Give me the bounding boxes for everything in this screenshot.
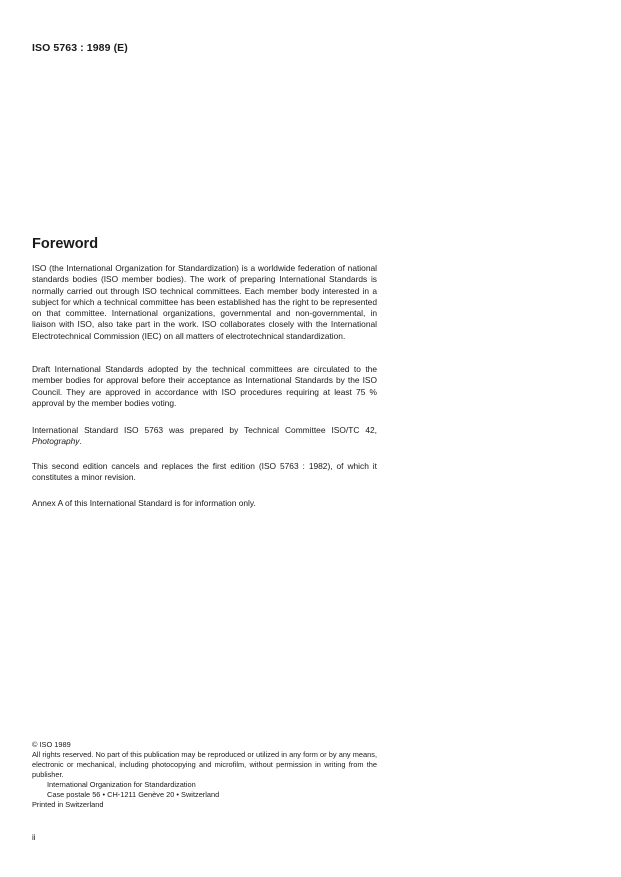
foreword-paragraph-4: This second edition cancels and replaces the first edition (ISO 5763 : 1982), of which it constitutes a minor revision. xyxy=(32,461,377,483)
paragraph-text: International Standard ISO 5763 was prepared by Technical Committee ISO/TC 42, xyxy=(32,425,377,435)
organization-address: Case postale 56 • CH-1211 Genève 20 • Switzerland xyxy=(47,790,220,799)
page-number: ii xyxy=(32,833,36,842)
paragraph-text-end: . xyxy=(79,436,82,447)
organization-name: International Organization for Standardization xyxy=(47,780,196,789)
printed-location: Printed in Switzerland xyxy=(32,800,104,809)
copyright-block xyxy=(32,740,377,810)
foreword-paragraph-5: Annex A of this International Standard is for information only. xyxy=(32,498,256,508)
section-title: Foreword xyxy=(32,236,99,252)
copyright-line: © ISO 1989 xyxy=(32,740,71,749)
rights-statement: All rights reserved. No part of this publication may be reproduced or utilized in any form or by any means, electronic or mechanical, including photocopying and microfilm, without permission in writing from the publisher. xyxy=(32,750,377,779)
committee-title: Photography xyxy=(32,436,80,447)
foreword-paragraph-1: ISO (the International Organization for Standardization) is a worldwide federation of national standards bodies (ISO member bodies). The work of preparing International Standards is normally carried out through ISO technical committees. Each member body interested in a subject for which a technical committee has been established has the right to be represented on that committee. International organizations, governmental and non-governmental, in liaison with ISO, also take part in the work. ISO collaborates closely with the International Electrotechnical Commission (IEC) on all matters of electrotechnical standardization. xyxy=(32,263,377,341)
document-header: ISO 5763 : 1989 (E) xyxy=(32,42,128,54)
foreword-paragraph-2: Draft International Standards adopted by the technical committees are circulated to the member bodies for approval before their acceptance as International Standards by the ISO Council. They are approved in accordance with ISO procedures requiring at least 75 % approval by the member bodies voting. xyxy=(32,364,377,408)
foreword-paragraph-3 xyxy=(32,425,377,448)
